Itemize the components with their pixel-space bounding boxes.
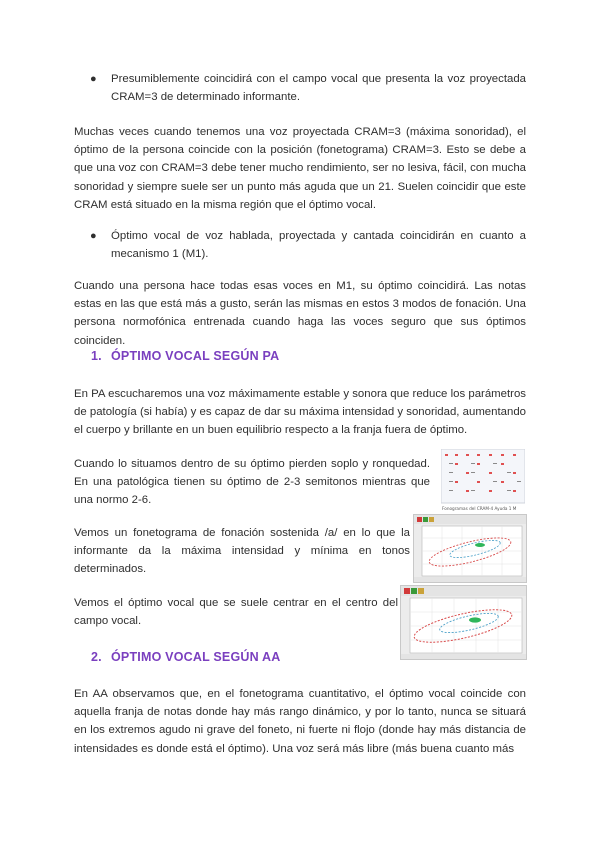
bullet-item — [90, 227, 526, 265]
table-image — [441, 449, 525, 511]
section-heading — [91, 349, 279, 363]
paragraph: Vemos el óptimo vocal que se suele centrar en el centro del campo vocal. — [74, 597, 398, 628]
bullet-dot-icon: ● — [90, 230, 97, 242]
phonetogram-image — [414, 515, 526, 582]
paragraph: En AA observamos que, en el fonetograma cuantitativo, el óptimo vocal coincide con aquella franja de notas donde hay más rango dinámico, y por lo tanto, nunca se situará en los extremos agudo ni grave del foneto, ni fuerte ni flojo (donde hay más distancia de intensidades es donde está el óptimo). Una voz será más libre (más buena cuanto más — [74, 688, 526, 755]
heading-number: 1. — [91, 349, 102, 363]
phonetogram-figure — [413, 514, 527, 583]
section-heading — [91, 650, 281, 664]
bullet-text: Óptimo vocal de voz hablada, proyectada y cantada coincidirán en cuanto a mecanismo 1 (M1). — [111, 230, 526, 261]
bullet-text: Presumiblemente coincidirá con el campo vocal que presenta la voz proyectada CRAM=3 de determinado informante. — [111, 73, 526, 104]
paragraph: Vemos un fonetograma de fonación sostenida /a/ en lo que la informante da la máxima intensidad y mínima en tonos determinados. — [74, 527, 410, 576]
table-caption: Fonogramas del CRAM-4 Ayuda 1 M — [442, 506, 517, 511]
paragraph: Cuando lo situamos dentro de su óptimo pierden soplo y ronquedad. En una patológica tienen su óptimo de 2-3 semitonos mientras que una normo 2-6. — [74, 458, 430, 507]
table-figure — [441, 449, 525, 511]
paragraph: En PA escucharemos una voz máximamente estable y sonora que reduce los parámetros de patología (si había) y es capaz de dar su máxima intensidad y sonoridad, aumentando el cuerpo y brillante en un buen equilibrio respecto a la franja fuera de óptimo. — [74, 388, 526, 437]
bullet-dot-icon: ● — [90, 73, 97, 85]
paragraph: Muchas veces cuando tenemos una voz proyectada CRAM=3 (máxima sonoridad), el óptimo de la persona coincide con la posición (fonetograma) CRAM=3. Esto se debe a que una voz con CRAM=3 debe tener mucho rendimiento, ser no lesiva, fácil, con mucha sonoridad y siempre suele ser un punto más aguda que un 21. Suelen coincidir que este CRAM está situado en la misma región que el óptimo vocal. — [74, 126, 526, 211]
paragraph: Cuando una persona hace todas esas voces en M1, su óptimo coincidirá. Las notas estas en las que está más a gusto, serán las mismas en estos 3 modos de fonación. Una persona normofónica entrenada cuando haga las voces seguro que sus óptimos coinciden. — [74, 280, 526, 347]
bullet-item — [90, 70, 526, 108]
heading-number: 2. — [91, 650, 102, 664]
phonetogram-figure — [400, 585, 527, 660]
heading-text: ÓPTIMO VOCAL SEGÚN AA — [111, 650, 281, 664]
heading-text: ÓPTIMO VOCAL SEGÚN PA — [111, 349, 280, 363]
phonetogram-image — [401, 586, 526, 659]
